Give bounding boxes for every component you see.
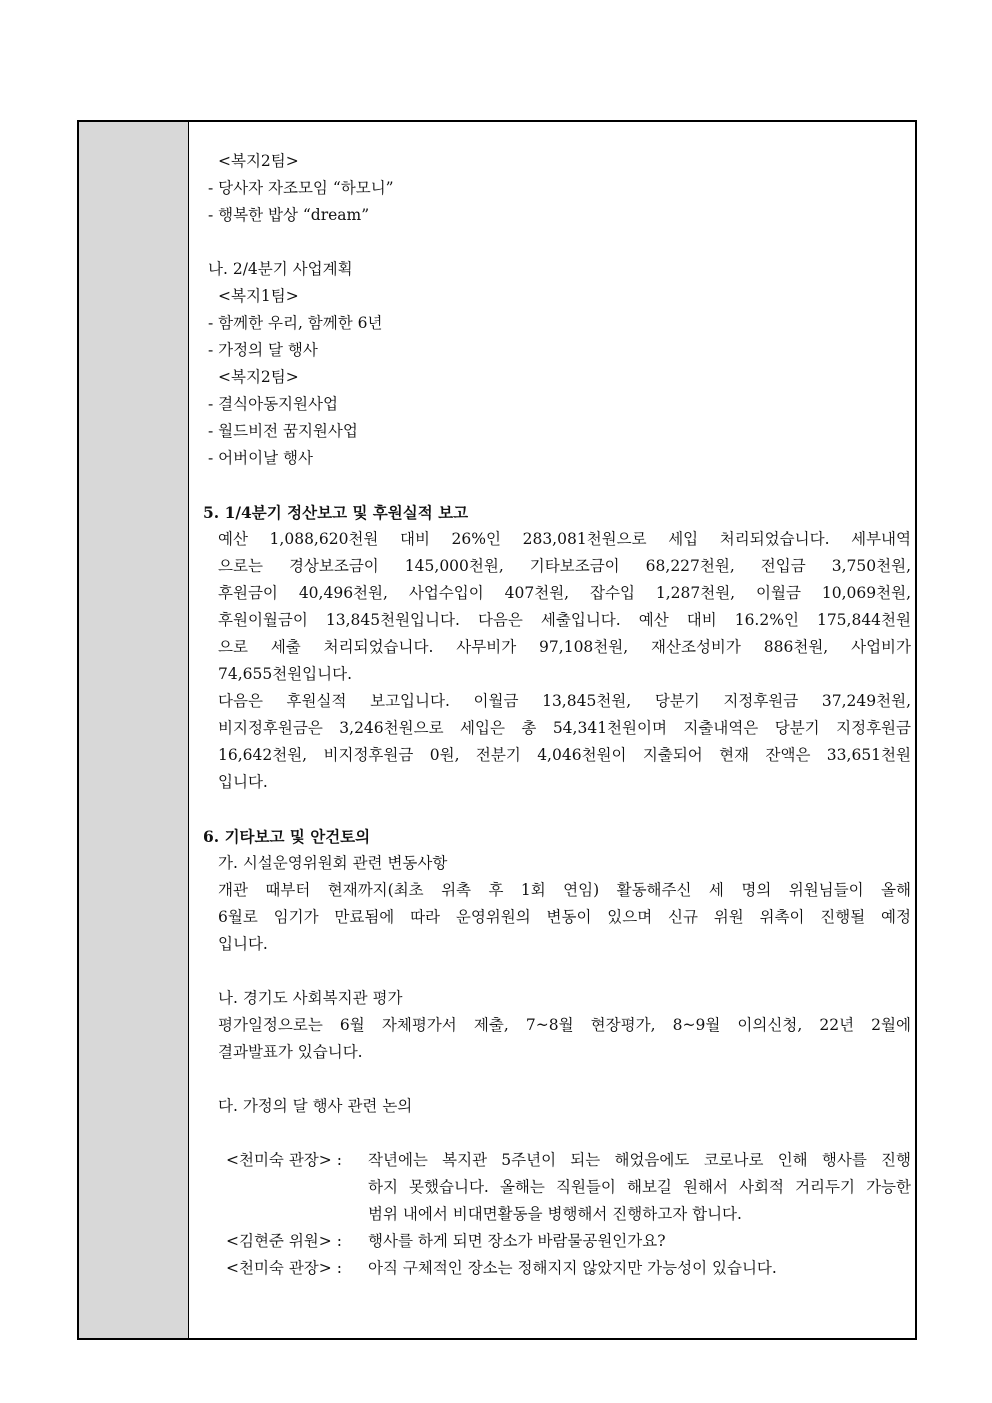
section-heading: 6. 기타보고 및 안건토의 xyxy=(203,827,371,846)
list-item: - 어버이날 행사 xyxy=(208,449,313,467)
speaker-label: <천미숙 관장> : xyxy=(226,1151,342,1169)
list-item: - 당사자 자조모임 “하모니” xyxy=(208,179,394,197)
speaker-label: <김현준 위원> : xyxy=(226,1232,342,1250)
paragraph-line: 비지정후원금은 3,246천원으로 세입은 총 54,341천원이며 지출내역은 당분기 지정후원금 xyxy=(218,719,911,737)
dialog-entry xyxy=(203,1147,911,1228)
speech-text xyxy=(368,1255,911,1282)
subsection-title: 나. 경기도 사회복지관 평가 xyxy=(218,989,403,1007)
sponsorship-paragraph xyxy=(203,688,911,796)
paragraph-line: 으로 세출 처리되었습니다. 사무비가 97,108천원, 재산조성비가 886천원, 사업비가 xyxy=(218,638,911,656)
list-item: - 함께한 우리, 함께한 6년 xyxy=(208,314,383,332)
list-item: - 월드비전 꿈지원사업 xyxy=(208,422,358,440)
settlement-paragraph xyxy=(203,526,911,688)
paragraph-line: 으로는 경상보조금이 145,000천원, 기타보조금이 68,227천원, 전입금 3,750천원, xyxy=(218,557,911,575)
team-label: <복지2팀> xyxy=(218,368,299,386)
paragraph-line: 16,642천원, 비지정후원금 0원, 전분기 4,046천원이 지출되어 현재 잔액은 33,651천원 xyxy=(218,746,911,764)
team-label: <복지1팀> xyxy=(218,287,299,305)
paragraph-line: 입니다. xyxy=(218,773,268,791)
subsection-title: 가. 시설운영위원회 관련 변동사항 xyxy=(218,854,448,872)
paragraph-line: 개관 때부터 현재까지(최초 위촉 후 1회 연임) 활동해주신 세 명의 위원님들이 올해 xyxy=(218,881,911,899)
minutes-table xyxy=(77,120,917,1340)
team-label: <복지2팀> xyxy=(218,152,299,170)
paragraph-line: 예산 1,088,620천원 대비 26%인 283,081천원으로 세입 처리되었습니다. 세부내역 xyxy=(218,530,911,548)
label-column xyxy=(79,122,189,1338)
list-item: - 행복한 밥상 “dream” xyxy=(208,206,370,224)
subsection-title: 나. 2/4분기 사업계획 xyxy=(208,260,353,278)
list-item: - 결식아동지원사업 xyxy=(208,395,338,413)
paragraph-line: 6월로 임기가 만료됨에 따라 운영위원의 변동이 있으며 신규 위원 위촉이 진행될 예정 xyxy=(218,908,911,926)
speech-line: 하지 못했습니다. 올해는 직원들이 해보길 원해서 사회적 거리두기 가능한 xyxy=(368,1178,911,1196)
paragraph-line: 후원금이 40,496천원, 사업수입이 407천원, 잡수입 1,287천원, 이월금 10,069천원, xyxy=(218,584,911,602)
evaluation-paragraph xyxy=(203,1012,911,1066)
dialog-entry xyxy=(203,1255,911,1282)
speech-line: 행사를 하게 되면 장소가 바람물공원인가요? xyxy=(368,1232,666,1250)
paragraph-line: 74,655천원입니다. xyxy=(218,665,353,683)
paragraph-line: 평가일정으로는 6월 자체평가서 제출, 7~8월 현장평가, 8~9월 이의신청, 22년 2월에 xyxy=(218,1016,911,1034)
speech-text xyxy=(368,1228,911,1255)
subsection-title: 다. 가정의 달 행사 관련 논의 xyxy=(218,1097,413,1115)
section-heading: 5. 1/4분기 정산보고 및 후원실적 보고 xyxy=(203,503,469,522)
committee-paragraph xyxy=(203,877,911,958)
list-item: - 가정의 달 행사 xyxy=(208,341,318,359)
speech-line: 작년에는 복지관 5주년이 되는 해었음에도 코로나로 인해 행사를 진행 xyxy=(368,1151,911,1169)
paragraph-line: 결과발표가 있습니다. xyxy=(218,1043,363,1061)
paragraph-line: 후원이월금이 13,845천원입니다. 다음은 세출입니다. 예산 대비 16.2%인 175,844천원 xyxy=(218,611,911,629)
speaker-label: <천미숙 관장> : xyxy=(226,1259,342,1277)
dialog-entry xyxy=(203,1228,911,1255)
paragraph-line: 입니다. xyxy=(218,935,268,953)
speech-line: 범위 내에서 비대면활동을 병행해서 진행하고자 합니다. xyxy=(368,1205,742,1223)
paragraph-line: 다음은 후원실적 보고입니다. 이월금 13,845천원, 당분기 지정후원금 37,249천원, xyxy=(218,692,911,710)
speech-line: 아직 구체적인 장소는 정해지지 않았지만 가능성이 있습니다. xyxy=(368,1259,777,1277)
minutes-content xyxy=(189,122,915,1338)
speech-text xyxy=(368,1147,911,1228)
